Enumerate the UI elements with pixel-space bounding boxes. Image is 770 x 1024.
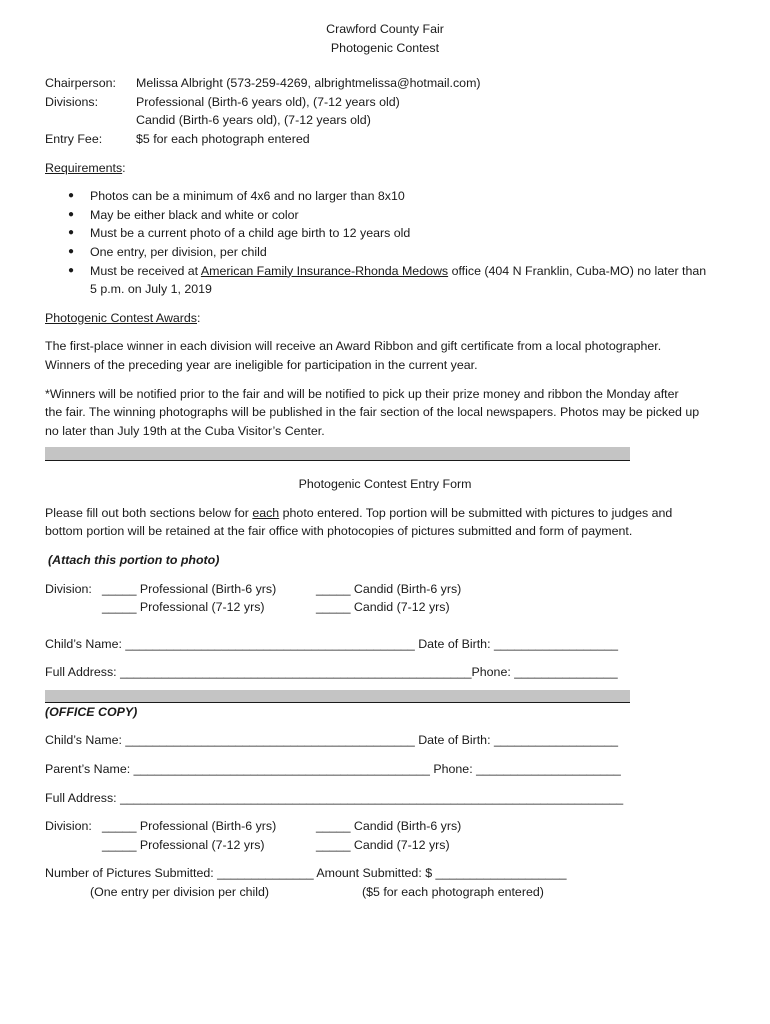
office-copy-heading: (OFFICE COPY) xyxy=(45,704,138,719)
candid-birth-option[interactable]: _____ Candid (Birth-6 yrs) xyxy=(316,581,462,596)
awards-para2-line1: *Winners will be notified prior to the fair and will be notified to pick up their prize money and ribbon the Monday after xyxy=(45,386,679,401)
fee-note: ($5 for each photograph entered) xyxy=(362,884,544,899)
office-candid-712-option[interactable]: _____ Candid (7-12 yrs) xyxy=(316,837,450,852)
office-pro-birth-option[interactable]: _____ Professional (Birth-6 yrs) xyxy=(102,819,277,834)
contest-document xyxy=(45,20,725,901)
divisions-value-2: Candid (Birth-6 years old), (7-12 years old) xyxy=(136,113,371,128)
requirements-heading: Requirements: xyxy=(45,160,126,175)
pictures-submitted-field[interactable]: Number of Pictures Submitted: ______________ Amount Submitted: $ ___________________ xyxy=(45,866,567,881)
divisions-row xyxy=(45,93,725,112)
requirement-item: ● Must be received at American Family Insurance-Rhonda Medows office (404 N Franklin, Cuba-MO) no later than 5 p.m. on July 1, 2019 xyxy=(90,262,725,299)
office-child-name-field[interactable]: Child’s Name: __________________________________________ Date of Birth: __________________ xyxy=(45,733,619,748)
office-pro-712-option[interactable]: _____ Professional (7-12 yrs) xyxy=(102,837,265,852)
requirement-item: ● One entry, per division, per child xyxy=(90,243,725,262)
divisions-value-1: Professional (Birth-6 years old), (7-12 years old) xyxy=(136,94,400,109)
awards-para1-line2: Winners of the preceding year are ineligible for participation in the current year. xyxy=(45,357,478,372)
requirement-item: ● May be either black and white or color xyxy=(90,206,725,225)
doc-title-line2: Photogenic Contest xyxy=(330,40,440,55)
divisions-row-2 xyxy=(45,111,725,130)
awards-heading: Photogenic Contest Awards: xyxy=(45,310,201,325)
entry-form-intro-line2: bottom portion will be retained at the fair office with photocopies of pictures submitted and form of payment. xyxy=(45,524,633,539)
entry-note: (One entry per division per child) xyxy=(90,884,270,899)
entry-form-intro: Please fill out both sections below for each photo entered. Top portion will be submitted with pictures to judges and xyxy=(45,505,673,520)
awards-para2-line2: the fair. The winning photographs will be published in the fair section of the local newspapers. Photos may be picked up xyxy=(45,405,700,420)
attach-note: (Attach this portion to photo) xyxy=(48,553,220,568)
requirement-item: ● Must be a current photo of a child age birth to 12 years old xyxy=(90,224,725,243)
section-divider xyxy=(45,447,630,461)
entry-fee-row xyxy=(45,130,725,149)
full-address-field[interactable]: Full Address: ___________________________________________________Phone: _______________ xyxy=(45,665,618,680)
entry-fee-value: $5 for each photograph entered xyxy=(136,131,310,146)
chairperson-label: Chairperson: xyxy=(45,76,116,91)
candid-712-option[interactable]: _____ Candid (7-12 yrs) xyxy=(316,600,450,615)
requirement-item: ● Photos can be a minimum of 4x6 and no larger than 8x10 xyxy=(90,187,725,206)
requirements-list xyxy=(45,187,725,299)
office-full-address-field[interactable]: Full Address: _________________________________________________________________________ xyxy=(45,790,624,805)
chairperson-row xyxy=(45,74,725,93)
pro-birth-option[interactable]: _____ Professional (Birth-6 yrs) xyxy=(102,581,277,596)
entry-fee-label: Entry Fee: xyxy=(45,131,103,146)
awards-para1-line1: The first-place winner in each division will receive an Award Ribbon and gift certificate from a local photographer. xyxy=(45,339,662,354)
child-name-field[interactable]: Child’s Name: __________________________________________ Date of Birth: __________________ xyxy=(45,636,619,651)
doc-title-line1: Crawford County Fair xyxy=(326,22,444,36)
office-parent-name-field[interactable]: Parent’s Name: ___________________________________________ Phone: _____________________ xyxy=(45,762,621,777)
office-division-block xyxy=(45,817,725,854)
awards-para2-line3: no later than July 19th at the Cuba Visitor’s Center. xyxy=(45,423,325,438)
chairperson-value: Melissa Albright (573-259-4269, albrightmelissa@hotmail.com) xyxy=(136,76,481,91)
office-division-label: Division: xyxy=(45,819,92,834)
office-copy-divider xyxy=(45,690,630,703)
entry-division-block xyxy=(45,580,725,617)
entry-form-title: Photogenic Contest Entry Form xyxy=(298,477,472,492)
divisions-label: Divisions: xyxy=(45,94,99,109)
office-location-link: American Family Insurance-Rhonda Medows xyxy=(200,263,449,278)
office-notes-row xyxy=(45,883,725,902)
office-candid-birth-option[interactable]: _____ Candid (Birth-6 yrs) xyxy=(316,819,462,834)
pro-712-option[interactable]: _____ Professional (7-12 yrs) xyxy=(102,600,265,615)
division-label: Division: xyxy=(45,581,92,596)
